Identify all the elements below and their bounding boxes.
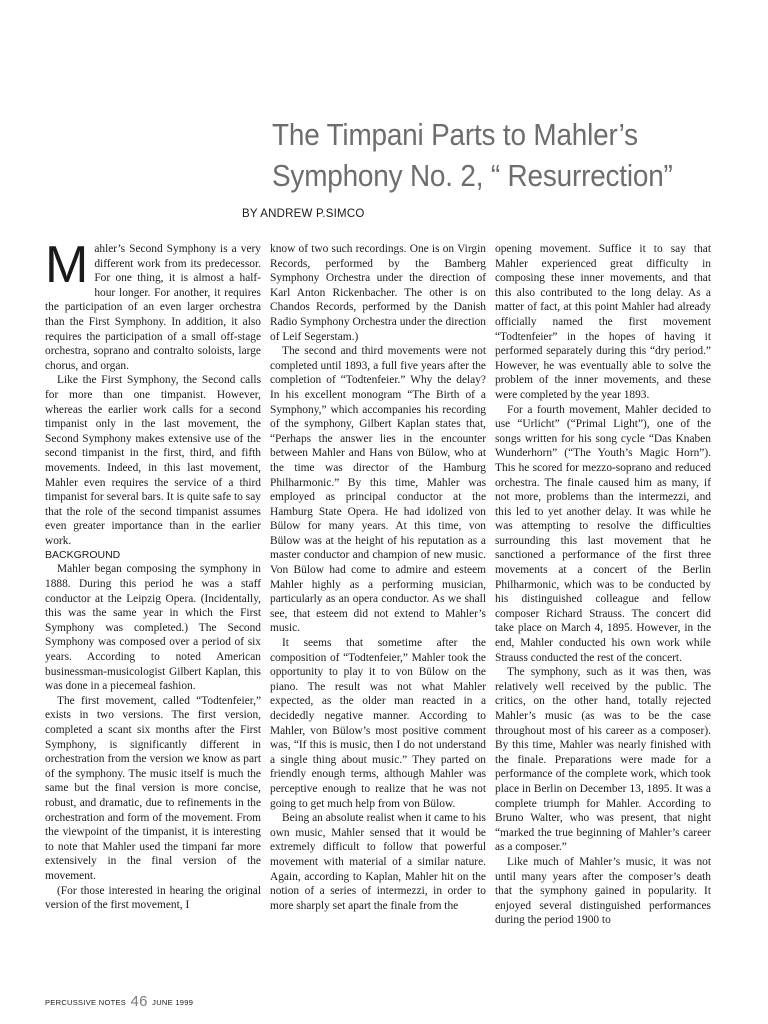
paragraph: opening movement. Suffice it to say that Mahler experienced great difficulty in composing these inner movements, and that this also contributed to the long delay. As a matter of fact, at this point Mahler had already officially named the first movement “Todtenfeier” in the hopes of having it performed separately during this “dry period.” However, he was eventually able to solve the problem of the inner movements, and these were completed by the year 1893. — [495, 243, 711, 401]
page-footer — [45, 993, 193, 1010]
paragraph: Mahler began composing the symphony in 1888. During this period he was a staff conductor at the Leipzig Opera. (Incidentally, this was the same year in which the First Symphony was completed.) The Second Symphony was composed over a period of six years. According to noted American businessman-musicologist Gilbert Kaplan, this was done in a piecemeal fashion. — [45, 563, 261, 693]
paragraph: The symphony, such as it was then, was relatively well received by the public. The critics, on the other hand, totally rejected Mahler’s music (as was to be the case throughout most of his career as a composer). By this time, Mahler was nearly finished with the finale. Preparations were made for a performance of the complete work, which took place in Berlin on December 13, 1895. It was a complete triumph for Mahler. According to Bruno Walter, who was present, that night “marked the true beginning of Mahler’s career as a composer.” — [495, 666, 711, 854]
paragraph: Being an absolute realist when it came to his own music, Mahler sensed that it would be extremely difficult to follow that powerful movement with material of a similar nature. Again, according to Kaplan, Mahler hit on the notion of a series of intermezzi, in order to more sharply set apart the finale from the — [270, 812, 486, 912]
paragraph: The first movement, called “Todtenfeier,” exists in two versions. The first version, completed a scant six months after the First Symphony, is significantly different in orchestration from the version we know as part of the symphony. The music itself is much the same but the final version is more concise, robust, and dramatic, due to refinements in the orchestration and form of the movement. From the viewpoint of the timpanist, it is interesting to note that Mahler used the timpani far more extensively in the final version of the movement. — [45, 694, 261, 882]
title-line-2: Symphony No. 2, “ Resurrection” — [272, 158, 673, 193]
section-heading: BACKGROUND — [45, 549, 121, 562]
paragraph: Like the First Symphony, the Second calls for more than one timpanist. However, whereas the earlier work calls for a second timpanist only in the last movement, the Second Symphony makes extensive use of the second timpanist in the first, third, and fifth movements. Indeed, in this last movement, Mahler even requires the service of a third timpanist for several bars. It is quite safe to say that the role of the second timpanist assumes even greater importance than in the earlier work. — [45, 374, 261, 547]
paragraph: The second and third movements were not completed until 1893, a full five years after the completion of “Todtenfeier.” Why the delay? In his excellent monogram “The Birth of a Symphony,” which accompanies his recording of the symphony, Gilbert Kaplan states that, “Perhaps the answer lies in the encounter between Mahler and Hans von Bülow, who at the time was director of the Hamburg Philharmonic.” By this time, Mahler was employed as principal conductor at the Hamburg State Opera. He had idolized von Bülow for many years. At this time, von Bülow was at the height of his reputation as a master conductor and champion of new music. Von Bülow had come to admire and esteem Mahler highly as a performing musician, particularly as an opera conductor. As we shall see, that esteem did not extend to Mahler’s music. — [270, 345, 486, 635]
byline: BY ANDREW P.SIMCO — [242, 208, 365, 220]
paragraph: It seems that sometime after the composition of “Todtenfeier,” Mahler took the opportunity to play it to von Bülow on the piano. The result was not what Mahler expected, as the older man reacted in a decidedly negative manner. According to Mahler, von Bülow’s most positive comment was, “If this is music, then I do not understand a single thing about music.” They parted on friendly enough terms, although Mahler was perceptive enough to realize that he was not going to get much help from von Bülow. — [270, 637, 486, 810]
column-1 — [45, 236, 261, 913]
paragraph — [45, 236, 261, 373]
paragraph: (For those interested in hearing the original version of the first movement, I — [45, 884, 261, 912]
publication-name: PERCUSSIVE NOTES — [45, 998, 127, 1007]
paragraph: Like much of Mahler’s music, it was not until many years after the composer’s death that the symphony gained in popularity. It enjoyed several distinguished performances during the period 1900 to — [495, 855, 711, 927]
article-title — [272, 114, 695, 196]
issue-date: JUNE 1999 — [152, 998, 194, 1007]
drop-cap: M — [45, 236, 89, 294]
column-2 — [270, 242, 486, 913]
paragraph: know of two such recordings. One is on Virgin Records, performed by the Bamberg Symphony Orchestra under the direction of Karl Anton Rickenbacher. The other is on Chandos Records, performed by the Danish Radio Symphony Orchestra under the direction of Leif Segerstam.) — [270, 243, 486, 343]
paragraph-text: ahler’s Second Symphony is a very different work from its predecessor. For one thing, it is almost a half-hour longer. For another, it requires the participation of an even larger orchestra than the First Symphony. In addition, it also requires the participation of a small off-stage orchestra, soprano and contralto soloists, large chorus, and organ. — [45, 243, 261, 372]
paragraph: For a fourth movement, Mahler decided to use “Urlicht” (“Primal Light”), one of the songs written for his song cycle “Das Knaben Wunderhorn” (“The Youth’s Magic Horn”). This he scored for mezzo-soprano and reduced orchestra. The finale caused him as many, if not more, problems than the intermezzi, and this led to yet another delay. It was while he was attempting to resolve the difficulties surrounding this last movement that he sanctioned a performance of the first three movements at a concert of the Berlin Philharmonic, which was to be conducted by his distinguished colleague and fellow composer Richard Strauss. The concert did take place on March 4, 1895. However, in the end, Mahler conducted his own work while Strauss conducted the rest of the concert. — [495, 403, 711, 664]
page-number: 46 — [130, 993, 148, 1010]
column-3 — [495, 242, 711, 928]
title-line-1: The Timpani Parts to Mahler’s — [272, 117, 638, 152]
